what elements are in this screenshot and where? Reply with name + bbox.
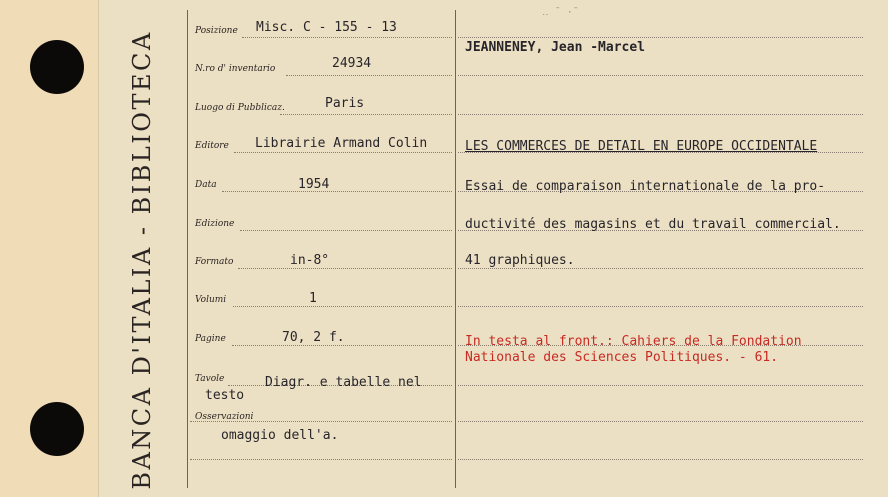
value-volumi: 1 [309,291,317,306]
label-data: Data [195,180,217,190]
entry-rule [458,306,863,307]
label-edizione: Edizione [195,219,235,229]
label-luogo: Luogo di Pubblicaz. [195,103,285,113]
value-posizione: Misc. C - 155 - 13 [256,20,397,35]
entry-rule [458,268,863,269]
label-formato: Formato [195,257,234,267]
field-rule [286,75,452,76]
field-rule [222,191,452,192]
field-rule [234,152,452,153]
label-tavole: Tavole [195,374,225,384]
punch-hole-bottom [30,402,84,456]
author-heading: JEANNENEY, Jean -Marcel [465,40,646,55]
value-tavole: Diagr. e tabelle nel [265,375,422,390]
entry-rule [458,37,863,38]
value-tavole-line2: testo [205,388,245,403]
entry-rule [458,114,863,115]
title-line-3: ductivité des magasins et du travail commercial. [465,217,841,232]
label-editore: Editore [195,141,229,151]
field-rule [242,37,452,38]
value-luogo: Paris [325,96,365,111]
left-margin-line [187,10,188,488]
field-rule [190,459,452,460]
value-osservazioni: omaggio dell'a. [221,428,339,443]
note-line-2: Nationale des Sciences Politiques. - 61. [465,350,779,365]
value-formato: in-8° [290,253,330,268]
label-volumi: Volumi [195,295,227,305]
value-editore: Librairie Armand Colin [255,136,428,151]
field-rule [232,345,452,346]
entry-rule [458,459,863,460]
field-rule [238,268,452,269]
entry-rule [458,75,863,76]
library-label: BANCA D'ITALIA - BIBLIOTECA [128,30,156,490]
value-inventario: 24934 [332,56,372,71]
label-osservazioni: Osservazioni [195,412,254,422]
title-line-4: 41 graphiques. [465,253,575,268]
entry-rule [458,385,863,386]
ink-smudge: ‥ ˉ ·ˉ [542,7,579,18]
note-line-1: In testa al front.: Cahiers de la Fondation [465,334,802,349]
punch-hole-top [30,40,84,94]
field-rule [240,230,452,231]
label-inventario: N.ro d' inventario [195,64,276,74]
value-data: 1954 [298,177,330,192]
column-divider-line [455,10,456,488]
label-posizione: Posizione [195,26,238,36]
field-rule [233,306,452,307]
value-pagine: 70, 2 f. [282,330,345,345]
title-line-2: Essai de comparaison internationale de la pro- [465,179,826,194]
field-rule [280,114,452,115]
label-pagine: Pagine [195,334,226,344]
title-line-1: LES COMMERCES DE DETAIL EN EUROPE OCCIDENTALE [465,139,818,154]
entry-rule [458,421,863,422]
